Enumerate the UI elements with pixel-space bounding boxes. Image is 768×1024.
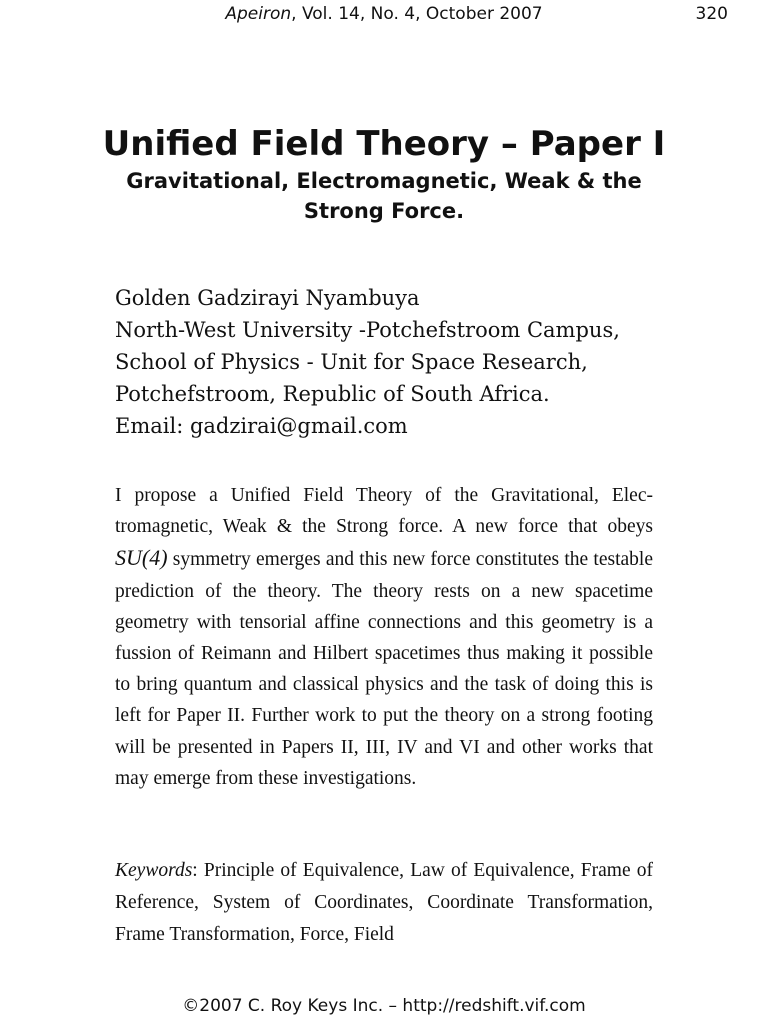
running-head (0, 4, 768, 28)
paper-subtitle: Gravitational, Electromagnetic, Weak & the Strong Force. (126, 169, 642, 223)
journal-name: Apeiron (225, 4, 292, 24)
math-su4: SU(4) (115, 545, 168, 571)
affiliation-line: North-West University -Potchefstroom Campus, (115, 318, 620, 342)
keywords-label: Keywords (115, 860, 193, 881)
abstract (115, 480, 653, 794)
copyright-footer: ©2007 C. Roy Keys Inc. – http://redshift.vif.com (182, 996, 586, 1016)
paper-title: Unified Field Theory – Paper I (102, 124, 666, 164)
keywords-text: : Principle of Equivalence, Law of Equivalence, Frame of Reference, System of Coordinates, Coordinate Transformation, Frame Transformation, Force, Field (115, 860, 653, 945)
affiliation-line: School of Physics - Unit for Space Research, (115, 350, 588, 374)
title-block (0, 122, 768, 226)
page-number: 320 (695, 4, 728, 24)
keywords (115, 855, 653, 951)
journal-details: , Vol. 14, No. 4, October 2007 (291, 4, 543, 24)
author-name: Golden Gadzirayi Nyambuya (115, 286, 420, 310)
affiliation-line: Potchefstroom, Republic of South Africa. (115, 382, 550, 406)
author-block (115, 282, 675, 442)
abstract-text: I propose a Unified Field Theory of the Gravitational, Electromagnetic, Weak & the Strong force. A new force that obeys (115, 485, 653, 538)
author-email: Email: gadzirai@gmail.com (115, 414, 408, 438)
journal-citation (0, 4, 768, 24)
abstract-text: symmetry emerges and this new force constitutes the testable prediction of the theory. The theory rests on a new spacetime geometry with tensorial affine connections and this geometry is a fussion of Reimann and Hilbert spacetimes thus making it possible to bring quantum and classical physics and the task of doing this is left for Paper II. Further work to put the theory on a strong footing will be presented in Papers II, III, IV and VI and other works that may emerge from these investigations. (115, 549, 653, 789)
